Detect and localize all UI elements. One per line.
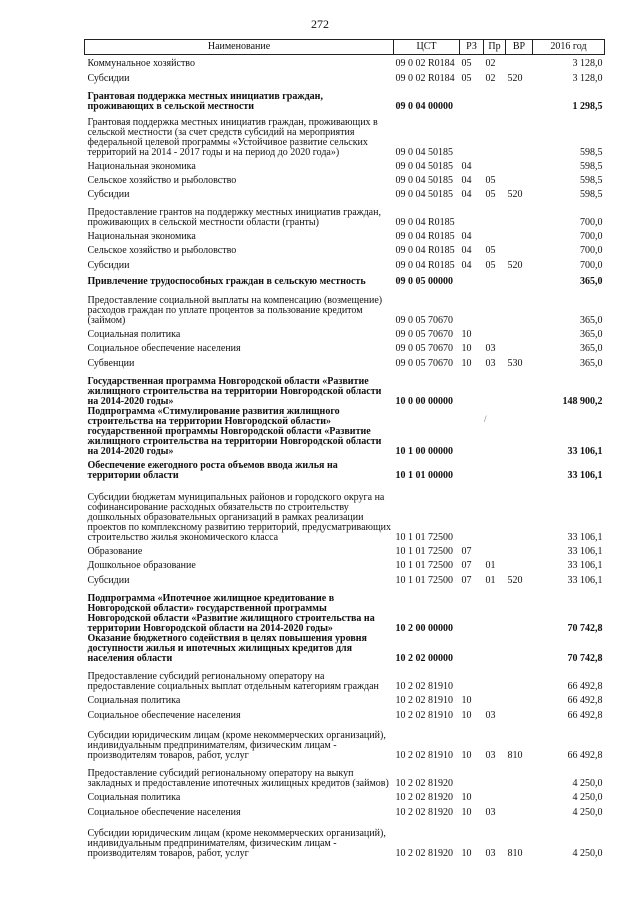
row-pr: 03: [485, 806, 496, 818]
row-amount: 33 106,1: [567, 559, 603, 571]
table-row: [85, 557, 605, 571]
table-row: [85, 326, 605, 340]
row-pr: [484, 586, 506, 634]
row-rz: 10: [461, 709, 472, 721]
row-rz: [460, 84, 484, 112]
row-name: Предоставление субсидий региональному оператору на предоставление социальных выплат отдельным категориям граждан: [87, 670, 379, 692]
row-vr: [506, 172, 533, 186]
row-vr: [506, 407, 533, 457]
row-vr: [506, 340, 533, 354]
row-rz: [460, 369, 484, 407]
row-rz: [460, 586, 484, 634]
table-row: [85, 803, 605, 818]
table-row: [85, 242, 605, 256]
row-rz: 04: [461, 160, 472, 172]
row-cst: 10 1 01 72500: [395, 531, 453, 543]
row-cst: 09 0 05 70670: [395, 314, 453, 326]
row-rz: [460, 271, 484, 287]
row-pr: 05: [485, 259, 496, 271]
row-amount: 365,0: [580, 328, 603, 340]
row-vr: [506, 481, 533, 543]
table-row: [85, 186, 605, 200]
row-amount: 33 106,1: [567, 469, 603, 481]
row-vr: 520: [507, 188, 523, 200]
row-cst: 09 0 02 R0184: [395, 72, 455, 84]
row-pr: [484, 789, 506, 803]
row-pr: [484, 692, 506, 706]
row-name: Подпрограмма «Стимулирование развития жилищного строительства на территории Новгородской области» государственной программы Новгородской области «Развитие жилищного строительства на территории Новгородской области на 2014-2020 годы»: [87, 405, 382, 457]
row-cst: 09 0 04 50185: [395, 160, 453, 172]
row-pr: [484, 664, 506, 692]
row-rz: [460, 287, 484, 326]
row-rz: [460, 761, 484, 789]
row-rz: 04: [461, 230, 472, 242]
row-pr: 01: [485, 559, 496, 571]
row-pr: 02: [485, 57, 496, 69]
row-amount: 66 492,8: [567, 680, 603, 692]
row-cst: 10 2 02 81910: [395, 680, 453, 692]
table-row: [85, 664, 605, 692]
row-name: Коммунальное хозяйство: [87, 57, 195, 69]
row-rz: 10: [461, 749, 472, 761]
table-row: [85, 586, 605, 634]
row-rz: 04: [461, 244, 472, 256]
table-row: [85, 172, 605, 186]
row-vr: 520: [507, 72, 523, 84]
row-name: Субвенции: [87, 357, 135, 369]
header-year: 2016 год: [533, 40, 605, 55]
row-amount: 4 250,0: [572, 777, 603, 789]
row-vr: [506, 706, 533, 721]
row-pr: [484, 158, 506, 172]
row-amount: 700,0: [580, 259, 603, 271]
row-cst: 10 2 02 81920: [395, 847, 453, 859]
row-cst: 09 0 04 50185: [395, 188, 453, 200]
row-cst: 10 2 02 81920: [395, 806, 453, 818]
row-vr: [506, 112, 533, 158]
row-cst: 10 0 00 00000: [395, 395, 453, 407]
table-row: [85, 340, 605, 354]
table-row: [85, 706, 605, 721]
table-row: [85, 818, 605, 859]
row-name: Социальная политика: [87, 791, 181, 803]
row-cst: 10 2 02 81920: [395, 791, 453, 803]
row-cst: 09 0 04 R0185: [395, 216, 455, 228]
row-vr: 530: [507, 357, 523, 369]
row-vr: [506, 557, 533, 571]
row-cst: 10 1 01 72500: [395, 574, 453, 586]
row-cst: 09 0 04 R0185: [395, 244, 455, 256]
stray-mark: /: [484, 414, 487, 424]
row-name: Предоставление грантов на поддержку местных инициатив граждан, проживающих в сельской местности области (гранты): [87, 206, 381, 228]
row-pr: [484, 369, 506, 407]
row-amount: 700,0: [580, 216, 603, 228]
table-row: [85, 69, 605, 84]
row-cst: 10 2 02 81910: [395, 749, 453, 761]
table-row: [85, 287, 605, 326]
row-rz: 05: [461, 72, 472, 84]
row-vr: [506, 457, 533, 481]
row-vr: 810: [507, 749, 523, 761]
table-header: [85, 40, 605, 55]
row-name: Социальное обеспечение населения: [87, 342, 241, 354]
row-pr: 02: [485, 72, 496, 84]
row-cst: 09 0 04 R0185: [395, 230, 455, 242]
row-cst: 09 0 05 00000: [395, 275, 453, 287]
row-cst: 09 0 05 70670: [395, 328, 453, 340]
row-vr: [506, 369, 533, 407]
row-pr: [484, 271, 506, 287]
row-vr: [506, 634, 533, 664]
row-name: Сельское хозяйство и рыболовство: [87, 244, 237, 256]
row-rz: 10: [461, 694, 472, 706]
row-name: Социальное обеспечение населения: [87, 709, 241, 721]
row-amount: 598,5: [580, 146, 603, 158]
table-row: [85, 354, 605, 369]
header-vr: ВР: [506, 40, 533, 55]
row-name: Социальная политика: [87, 328, 181, 340]
table-row: [85, 84, 605, 112]
row-amount: 598,5: [580, 174, 603, 186]
row-rz: 10: [461, 328, 472, 340]
row-name: Национальная экономика: [87, 160, 196, 172]
table-row: [85, 55, 605, 69]
row-amount: 1 298,5: [572, 100, 603, 112]
header-cst: ЦСТ: [394, 40, 460, 55]
row-vr: [506, 692, 533, 706]
row-rz: 10: [461, 847, 472, 859]
row-vr: [506, 761, 533, 789]
row-vr: [506, 543, 533, 557]
row-pr: 03: [485, 847, 496, 859]
row-amount: 148 900,2: [562, 395, 603, 407]
row-amount: 4 250,0: [572, 806, 603, 818]
row-rz: [460, 481, 484, 543]
table-row: [85, 761, 605, 789]
row-rz: 10: [461, 357, 472, 369]
row-vr: [506, 789, 533, 803]
row-name: Национальная экономика: [87, 230, 196, 242]
row-vr: [506, 158, 533, 172]
row-cst: 10 2 02 00000: [395, 652, 453, 664]
row-name: Субсидии: [87, 574, 130, 586]
row-vr: [506, 228, 533, 242]
row-name: Дошкольное образование: [87, 559, 196, 571]
table-body: [85, 55, 605, 859]
row-rz: 10: [461, 791, 472, 803]
row-rz: 04: [461, 174, 472, 186]
budget-table: [84, 39, 605, 859]
row-vr: [506, 242, 533, 256]
table-row: [85, 407, 605, 457]
row-pr: 05: [485, 174, 496, 186]
table-row: [85, 789, 605, 803]
row-rz: 07: [461, 559, 472, 571]
row-name: Подпрограмма «Ипотечное жилищное кредитование в Новгородской области» государственной программы Новгородской области «Развитие жилищного строительства на территории Новгородской области на 2014-2020 годы»: [87, 592, 375, 634]
row-amount: 4 250,0: [572, 791, 603, 803]
row-cst: 10 2 02 81910: [395, 709, 453, 721]
header-rz: РЗ: [460, 40, 484, 55]
row-cst: 09 0 04 R0185: [395, 259, 455, 271]
row-rz: [460, 457, 484, 481]
row-amount: 33 106,1: [567, 545, 603, 557]
row-rz: 07: [461, 574, 472, 586]
header-pr: Пр: [484, 40, 506, 55]
row-rz: [460, 407, 484, 457]
row-pr: 03: [485, 342, 496, 354]
row-pr: [484, 481, 506, 543]
row-rz: 07: [461, 545, 472, 557]
row-vr: [506, 586, 533, 634]
row-pr: 03: [485, 709, 496, 721]
row-pr: [484, 761, 506, 789]
table-row: [85, 571, 605, 586]
row-vr: [506, 326, 533, 340]
table-row: [85, 543, 605, 557]
row-rz: [460, 664, 484, 692]
row-vr: 520: [507, 574, 523, 586]
row-rz: 04: [461, 188, 472, 200]
row-name: Государственная программа Новгородской области «Развитие жилищного строительства на территории Новгородской области на 2014-2020 годы»: [87, 375, 382, 407]
row-amount: 3 128,0: [572, 57, 603, 69]
row-vr: [506, 803, 533, 818]
row-name: Субсидии юридическим лицам (кроме некоммерческих организаций), индивидуальным предпринимателям, физическим лицам - производителям товаров, работ, услуг: [87, 729, 386, 761]
row-name: Обеспечение ежегодного роста объемов ввода жилья на территории области: [87, 459, 338, 481]
row-pr: [484, 228, 506, 242]
row-amount: 70 742,8: [567, 622, 603, 634]
row-cst: 10 2 02 81910: [395, 694, 453, 706]
row-amount: 33 106,1: [567, 445, 603, 457]
row-amount: 70 742,8: [567, 652, 603, 664]
row-amount: 598,5: [580, 160, 603, 172]
table-row: [85, 112, 605, 158]
row-name: Субсидии: [87, 259, 130, 271]
row-rz: [460, 200, 484, 228]
row-rz: 04: [461, 259, 472, 271]
row-amount: 33 106,1: [567, 574, 603, 586]
row-vr: [506, 664, 533, 692]
row-vr: 810: [507, 847, 523, 859]
row-vr: 520: [507, 259, 523, 271]
row-cst: 09 0 05 70670: [395, 357, 453, 369]
row-rz: 05: [461, 57, 472, 69]
table-row: [85, 256, 605, 271]
row-cst: 09 0 05 70670: [395, 342, 453, 354]
row-amount: 700,0: [580, 230, 603, 242]
row-rz: [460, 112, 484, 158]
row-vr: [506, 84, 533, 112]
row-pr: [484, 326, 506, 340]
table-row: [85, 228, 605, 242]
row-name: Предоставление субсидий региональному оператору на выкуп закладных и предоставление ипотечных жилищных кредитов (займов): [87, 767, 389, 789]
row-pr: [484, 200, 506, 228]
row-cst: 10 1 00 00000: [395, 445, 453, 457]
row-pr: [484, 634, 506, 664]
row-vr: [506, 200, 533, 228]
row-cst: 09 0 04 50185: [395, 146, 453, 158]
row-amount: 365,0: [580, 342, 603, 354]
row-rz: 10: [461, 342, 472, 354]
row-pr: 05: [485, 244, 496, 256]
row-pr: [484, 543, 506, 557]
row-name: Сельское хозяйство и рыболовство: [87, 174, 237, 186]
row-vr: [506, 55, 533, 69]
row-name: Оказание бюджетного содействия в целях повышения уровня доступности жилья и ипотечных жилищных кредитов для населения области: [87, 632, 367, 664]
row-pr: [484, 457, 506, 481]
row-amount: 365,0: [580, 275, 603, 287]
table-row: [85, 271, 605, 287]
row-pr: [484, 84, 506, 112]
table-row: [85, 457, 605, 481]
row-vr: [506, 271, 533, 287]
row-pr: 05: [485, 188, 496, 200]
page-number: 272: [311, 17, 329, 31]
table-row: [85, 158, 605, 172]
row-pr: 03: [485, 749, 496, 761]
row-vr: [506, 287, 533, 326]
table-row: [85, 481, 605, 543]
row-name: Субсидии: [87, 72, 130, 84]
table-row: [85, 369, 605, 407]
row-name: Предоставление социальной выплаты на компенсацию (возмещение) расходов граждан по уплате процентов за пользование кредитом (займом): [87, 294, 383, 326]
row-amount: 66 492,8: [567, 709, 603, 721]
row-name: Субсидии: [87, 188, 130, 200]
row-pr: 01: [485, 574, 496, 586]
row-rz: 10: [461, 806, 472, 818]
row-amount: 66 492,8: [567, 694, 603, 706]
table-row: [85, 634, 605, 664]
row-pr: [484, 112, 506, 158]
row-amount: 3 128,0: [572, 72, 603, 84]
row-name: Социальное обеспечение населения: [87, 806, 241, 818]
row-cst: 09 0 04 00000: [395, 100, 453, 112]
row-cst: 10 1 01 72500: [395, 559, 453, 571]
table-row: [85, 200, 605, 228]
row-name: Субсидии бюджетам муниципальных районов и городского округа на софинансирование расходных обязательств по строительству дошкольных образовательных организаций в рамках реализации проектов по комплексному развитию территорий, предусматривающих строительство жилья экономического класса: [87, 491, 392, 543]
row-name: Привлечение трудоспособных граждан в сельскую местность: [87, 275, 366, 287]
row-amount: 33 106,1: [567, 531, 603, 543]
row-cst: 09 0 04 50185: [395, 174, 453, 186]
row-pr: 03: [485, 357, 496, 369]
row-amount: 365,0: [580, 357, 603, 369]
table-row: [85, 692, 605, 706]
row-amount: 598,5: [580, 188, 603, 200]
row-cst: 09 0 02 R0184: [395, 57, 455, 69]
table-row: [85, 721, 605, 761]
row-name: Грантовая поддержка местных инициатив граждан, проживающих в сельской местности (за счет средств субсидий на мероприятия федеральной целевой программы «Устойчивое развитие сельских территорий на 2014 - 2017 годы и на период до 2020 года»): [87, 116, 378, 158]
row-amount: 66 492,8: [567, 749, 603, 761]
row-amount: 700,0: [580, 244, 603, 256]
row-name: Грантовая поддержка местных инициатив граждан, проживающих в сельской местности: [87, 90, 323, 112]
row-cst: 10 1 01 00000: [395, 469, 453, 481]
row-rz: [460, 634, 484, 664]
row-name: Социальная политика: [87, 694, 181, 706]
row-amount: 4 250,0: [572, 847, 603, 859]
row-name: Субсидии юридическим лицам (кроме некоммерческих организаций), индивидуальным предпринимателям, физическим лицам - производителям товаров, работ, услуг: [87, 827, 386, 859]
row-amount: 365,0: [580, 314, 603, 326]
row-pr: [484, 287, 506, 326]
row-cst: 10 2 02 81920: [395, 777, 453, 789]
row-cst: 10 2 00 00000: [395, 622, 453, 634]
row-cst: 10 1 01 72500: [395, 545, 453, 557]
header-name: Наименование: [85, 40, 394, 55]
row-name: Образование: [87, 545, 143, 557]
